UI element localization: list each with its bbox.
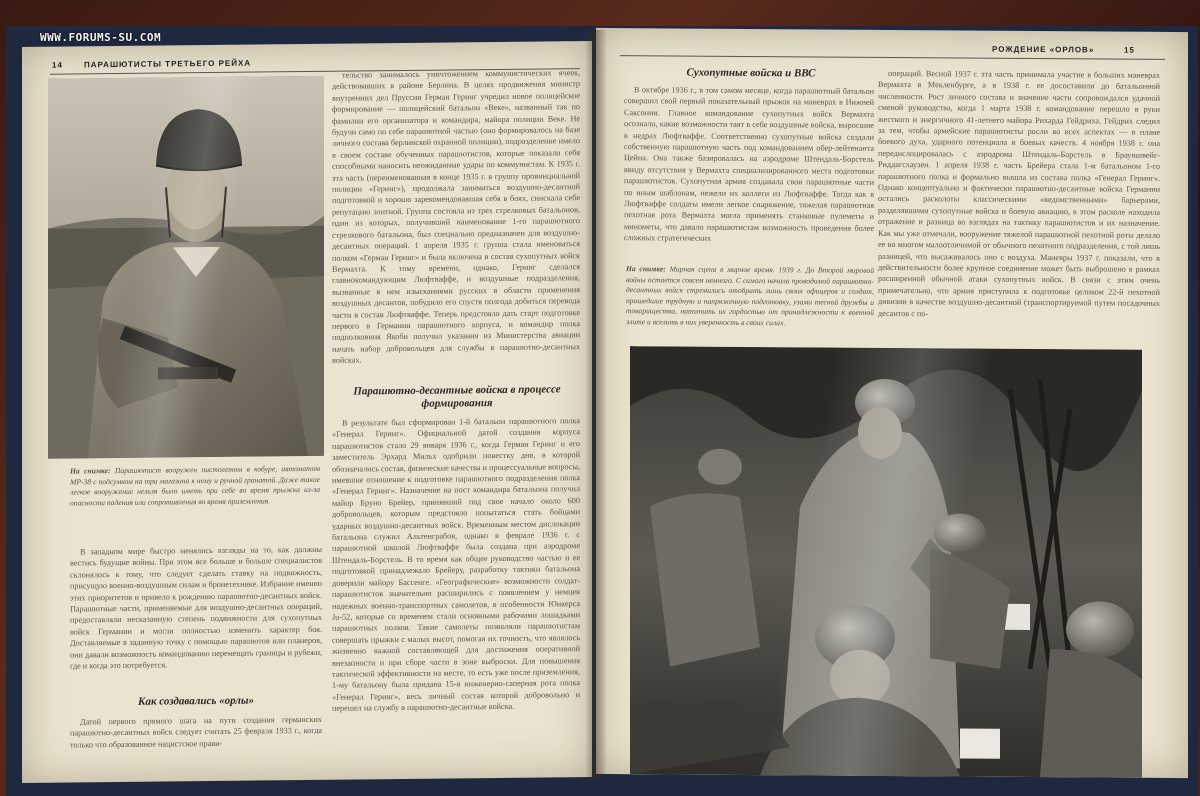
left-running-head: ПАРАШЮТИСТЫ ТРЕТЬЕГО РЕЙХА: [84, 58, 252, 70]
right-header-rule: [620, 55, 1165, 60]
right-heading-ground-forces: Сухопутные войска и ВВС: [686, 66, 816, 80]
right-column-1-text: [624, 84, 874, 262]
right-running-head: РОЖДЕНИЕ «ОРЛОВ»: [992, 44, 1095, 55]
left-lower-right-paragraph: В результате был сформирован 1-й батальон парашютного полка «Генерал Геринг». Официальной датой создания корпуса парашютистов стало 29 января 1936 г., когда Герман Геринг и его заместитель Эрхард Мильх одобрили повестку дня, в которой обозначались состав, физические качества и процессуальные вопросы, имевшие отношение к подготовке парашютного подразделения полка «Генерал Геринг». Назначение на пост командира батальона получил майор Бруно Брейер, принявший под свое начало около 600 добровольцев, которым предстояло попытаться стать бойцами ударных воздушно-десантных войск. Временным местом дислокации батальона служил Альтенграбов, однако в феврале 1936 г. с парашютной школой Люфтваффе была создана при аэродроме Штендаль-Борстель. В то время как общее руководство частью и ее подготовкой принадлежало Брейеру, разработку тактики батальона доверили майору Бассенге. «Географические» возможности солдат-парашютистов значительно расширились с появлением у немцев надежных военно-транспортных самолетов, в особенности Юнкерса Ju-52, которые со временем стали основными рабочими лошадками парашютных полков. Такие самолеты позволяли парашютистам совершать прыжки с малых высот, помогая их точность, что являлось жизненно важной составляющей для достижения оперативной внезапности и при сборе части в зоне выброски. Для повышения тактической эффективности на месте, то есть уже после приземления, 1-му батальону была придана 15-я инженерно-саперная рота полка «Генерал Геринг», весь личный состав которой добровольно и перешел на службу в парашютно-десантные войска.: [332, 416, 580, 713]
left-page-number: 14: [52, 60, 63, 70]
right-photo-caption: [626, 264, 874, 336]
left-caption-text: Парашютист вооружен пистолетом в кобуре, автоматом МР-38 с подсумком на три магазина к нему и ручной гранатой. Даже такое легкое вооружение нельзя было иметь при себе во время прыжка из-за опасности падения или сопротивления во время приземления.: [70, 463, 320, 508]
watermark: WWW.FORUMS-SU.COM: [40, 31, 162, 44]
right-column-1-paragraph: В октябре 1936 г., в том самом месяце, когда парашютный батальон совершил свой первый показательный прыжок на маневрах в Нижней Саксонии. Главное командование сухопутных войск Вермахта осознало, какие возможности таят в себе воздушные войска, выросшие в недрах Люфтваффе. Соответственно сухопутные войска создали собственную парашютную часть под командованием обер-лейтенанта Цейна. Она также базировалась на аэродроме Штендаль-Борстель ввиду отсутствия у Вермахта специализированного места подготовки парашютистов. Сухопутная армия создавала свои парашютные части по иным шаблонам, нежели их коллеги из Люфтваффе. Тогда как в Люфтваффе солдаты имели легкое снаряжение, тяжелая парашютная пехотная рота Вермахта могла применять станковые пулеметы и минометы, что давало парашютистам возможность проведения более сложных стратегических: [624, 85, 874, 244]
left-top-right-paragraph: тельство занималось уничтожением коммунистических ячеек, действовавших в районе Берлина. В целях продвижения министр внутренних дел Пруссии Герман Геринг учредил новое полицейское формирование — полицейский батальон «Веке», названный так по фамилии его организатора и командира, майора полиции Веке. Не будучи само по себе парашютной частью (оно формировалось на базе личного состава берлинской охранной полиции), подразделение имело в своем составе обученных парашютистов, которые показали себя способными наносить неожиданные удары по коммунистам. К 1935 г. эта часть (переименованная в конце 1935 г. в группу провинциальной полиции «Геринг»), продолжала заниматься воздушно-десантной подготовкой и хорошо зарекомендовавшая себя в боях, снискала себе репутацию элитной. Группа состояла из трех стрелковых батальонов, один из которых, получивший наименование 1-го парашютного стрелкового батальона, был специально предназначен для воздушно-десантных операций. 1 апреля 1935 г. группа стала именоваться полком «Герман Геринг» и была включена в состав сухопутных войск Вермахта. К тому времени, однако, Геринг сделался главнокомандующим Люфтваффе, и воздушные подразделения, вызванные в нем изысканиями русских в области применения воздушных десантов, побудило его спустя полгода добиться перевода части в состав Люфтваффе. Теперь предстояло дать старт подготовке первого в Германии парашютного корпуса, и командир полка подполковник Якоби получил указания из Министерства авиации начать набор добровольцев для службы в парашютно-десантных войсках.: [332, 68, 580, 365]
paratrooper-portrait-image: [48, 76, 324, 459]
left-lower-left-paragraph: В западном мире быстро менялись взгляды на то, как должны вестись будущие войны. При этом все больше и больше специалистов склонялось к тому, что следует сделать ставку на подвижность, присущую военно-воздушным силам и бронетехнике. Избрание именно этих приоритетов и привело к рождению парашютно-десантных войск. Парашютные части, применяемые для воздушно-десантных операций, предоставляли несказанную степень подвижности для сухопутных войск Германии и могли полностью изменить характер боя. Доставляемые в заданную точку с помощью парашютов или планеров, они давали возможность командованию перемещать границы и рубежи, где и когда это потребуется.: [70, 544, 322, 671]
left-heading-formation: Парашютно-десантные войска в процессе формирования: [353, 383, 561, 410]
left-top-right-column: [332, 67, 580, 396]
right-page: [596, 28, 1188, 778]
right-caption-text: Мирная сцена в мирное время. 1939 г. До Второй мировой войны остается совсем немного. С самого начала проводимой парашютно-десантных войск стремились отобрать лишь своих офицеров и солдат, прошедшие трудную и напряженную подготовку, узами тесной дружбы и товарищества, наполнить их гордостью от принадлежности к военной элите и вселить в них уверенность в своих силах.: [626, 264, 874, 328]
left-page: [22, 41, 592, 783]
left-lower-left-text: [70, 544, 322, 687]
left-caption-label: На снимке:: [70, 466, 111, 476]
right-column-2-text: [878, 68, 1160, 340]
paratrooper-portrait-photo: [48, 76, 324, 459]
right-page-number: 15: [1124, 45, 1135, 55]
left-lower-right-column: [332, 415, 580, 760]
paratroopers-meal-photo: [630, 346, 1142, 778]
paratroopers-meal-image: [630, 346, 1142, 778]
book-gutter: [585, 30, 607, 780]
left-bottom-left-paragraph: Датой первого прямого шага на пути создания германских парашютно-десантных войск следует считать 25 февраля 1933 г., когда только что образованное нацистское прави-: [70, 714, 322, 750]
left-heading-kak-sozdavalis: Как создавались «орлы»: [138, 694, 254, 708]
right-caption-label: На снимке:: [626, 264, 666, 274]
left-photo-caption: [70, 464, 320, 531]
right-column-2-paragraph: операций. Весной 1937 г. эта часть принимала участие в больших маневрах Вермахта в Мекленбурге, а в 1938 г. ее досоставили до батальонной численности. Рост личного состава и значение части сопровождался удачной сменой руководства, когда 1 марта 1938 г. командование перешло в руки жесткого и энергичного 41-летнего майора Рихарда Гейдриха. Гейдрих следил за тем, чтобы армейские парашютисты росли во всех аспектах — в плане боевого духа, ударного потенциала и боевых качеств. 4 ноября 1938 г. она передислоцировалась с аэродрома Штендаль-Борстель в Брауншвейг-Риддагсхаузен. 1 апреля 1938 г. часть Брейера стала 1-м батальоном 1-го парашютного полка и формально вышла из состава полка «Генерал Геринг». Однако концептуально и фактически парашютно-десантные войска Германии остались расколоты классическими «ведомственными» барьерами, разделявшими сухопутные войска и боевую авиацию, в этом расколе находила отражение и разница во взглядах на тактику парашютистов и их назначение. Как мы уже отмечали, вооружение тяжелой парашютной пехотной роты делало ее во многом малоотличимой от обычного пехотного подразделения, с той лишь разницей, что высаживалось оно с воздуха. Маневры 1937 г. показали, что в действительности более крупное соединение может быть выброшено в рамках расширенной обычной атаки сухопутных войск. В связи с этим очень примечательно, что армия приступила к подготовке целиком 22-й пехотной дивизии в качестве воздушно-десантной (транспортируемой путем посадочных десантов с по-: [878, 68, 1160, 318]
left-bottom-left-text: [70, 714, 322, 763]
